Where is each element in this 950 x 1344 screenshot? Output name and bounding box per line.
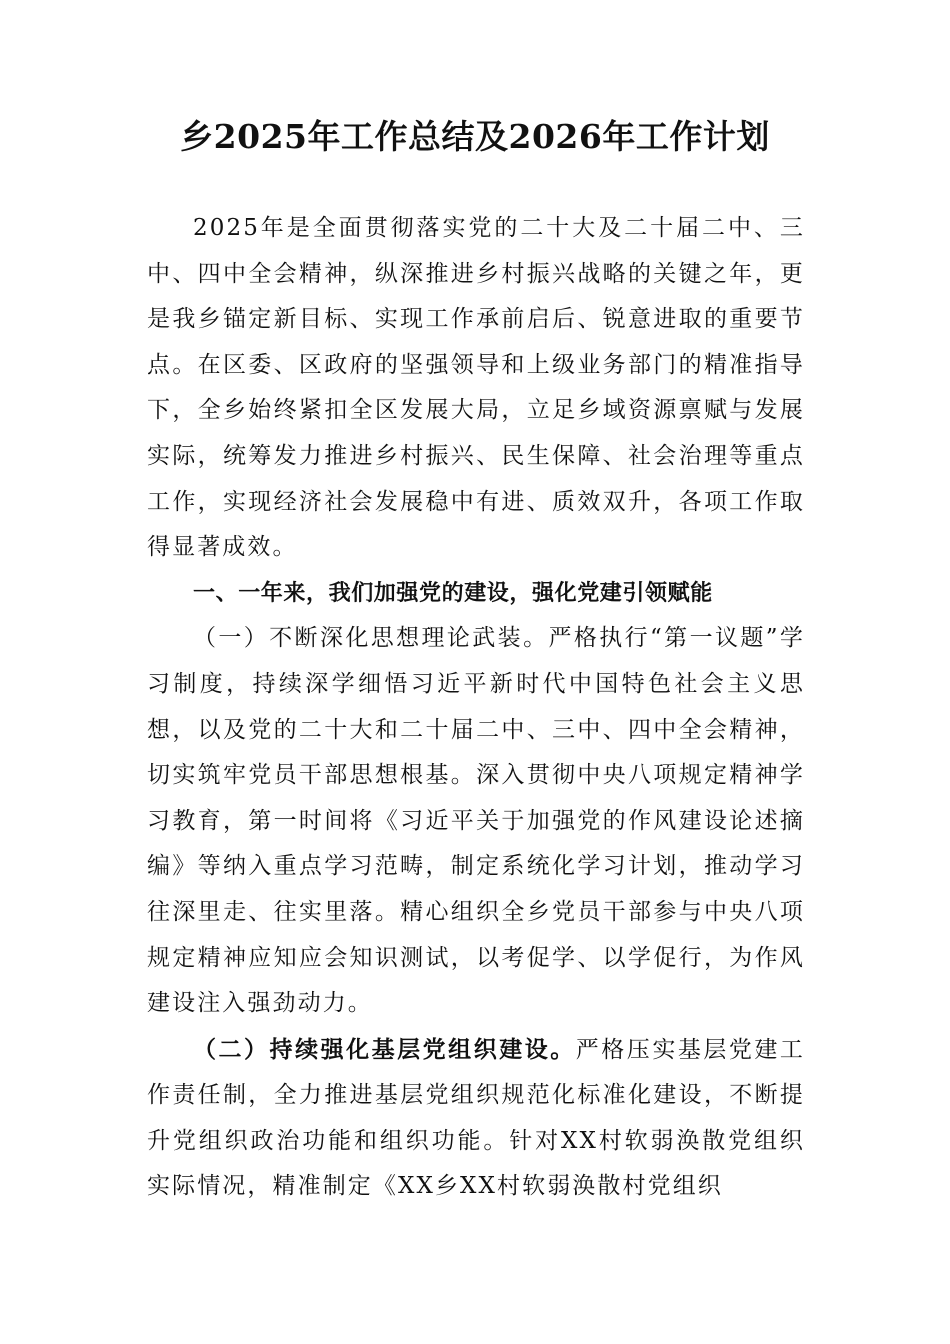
item-1-text: 严格执行“第一议题”学习制度，持续深学细悟习近平新时代中国特色社会主义思想，以及党的二十大和二十届二中、三中、四中全会精神，切实筑牢党员干部思想根基。深入贯彻中央八项规定精神学习教育，第一时间将《习近平关于加强党的作风建设论述摘编》等纳入重点学习范畴，制定系统化学习计划，推动学习往深里走、往实里落。精心组织全乡党员干部参与中央八项规定精神应知应会知识测试，以考促学、以学促行，为作风建设注入强劲动力。 xyxy=(147,625,805,1017)
item-2-paragraph xyxy=(147,1027,805,1210)
document-title: 乡2025年工作总结及2026年工作计划 xyxy=(180,117,770,156)
item-1-paragraph xyxy=(147,616,805,1026)
item-2-text: 严格压实基层党建工作责任制，全力推进基层党组织规范化标准化建设，不断提升党组织政治功能和组织功能。针对XX村软弱涣散党组织实际情况，精准制定《XX乡XX村软弱涣散村党组织 xyxy=(147,1036,806,1200)
document-body xyxy=(147,206,805,1210)
item-2-lead: （二）持续强化基层党组织建设。 xyxy=(193,1035,576,1063)
intro-paragraph: 2025年是全面贯彻落实党的二十大及二十届二中、三中、四中全会精神，纵深推进乡村振兴战略的关键之年，更是我乡锚定新目标、实现工作承前启后、锐意进取的重要节点。在区委、区政府的坚强领导和上级业务部门的精准指导下，全乡始终紧扣全区发展大局，立足乡域资源禀赋与发展实际，统筹发力推进乡村振兴、民生保障、社会治理等重点工作，实现经济社会发展稳中有进、质效双升，各项工作取得显著成效。 xyxy=(147,215,805,561)
item-1-lead: （一）不断深化思想理论武装。 xyxy=(193,625,549,652)
section-heading-1: 一、一年来，我们加强党的建设，强化党建引领赋能 xyxy=(193,580,713,606)
